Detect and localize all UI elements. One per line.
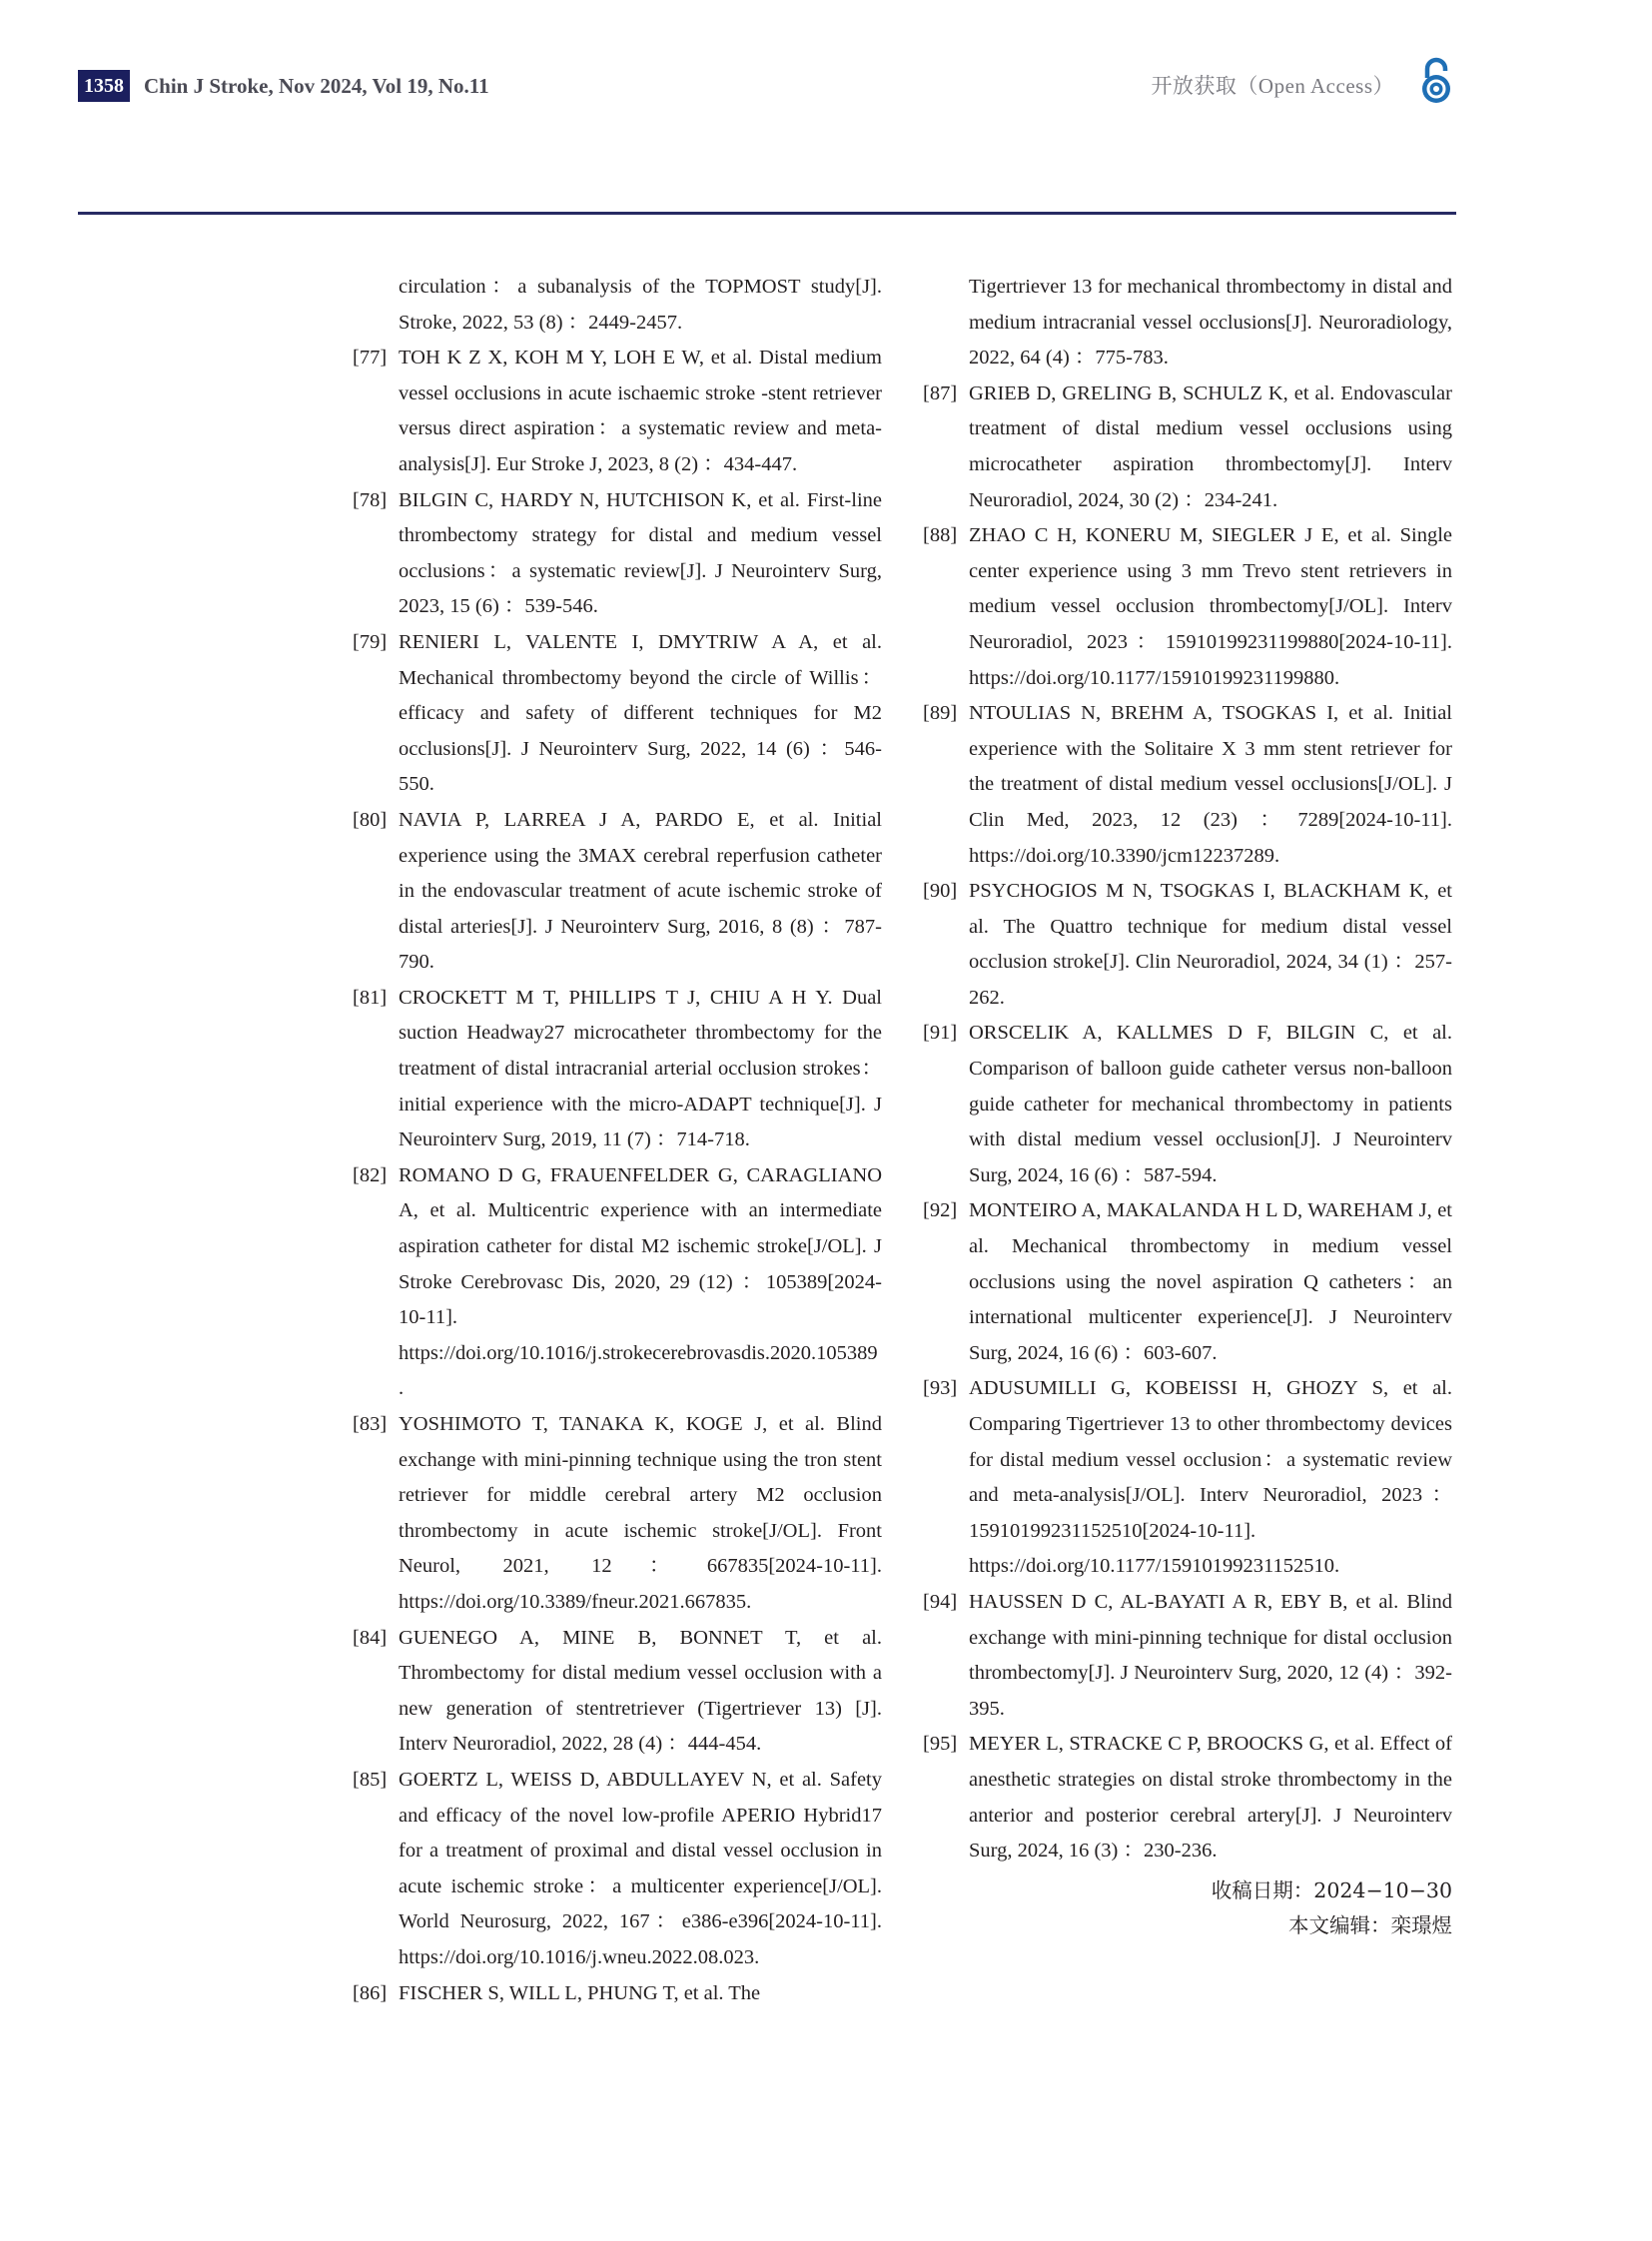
reference-number: [87] (923, 381, 958, 404)
open-access-label: 开放获取（Open Access） (1151, 74, 1394, 98)
reference-number: [79] (353, 630, 388, 653)
reference-number: [83] (353, 1413, 388, 1435)
reference-number: [89] (923, 702, 958, 725)
reference-item (353, 1158, 882, 1407)
reference-text: ADUSUMILLI G, KOBEISSI H, GHOZY S, et al. Comparing Tigertriever 13 to other thrombectomy devices for distal medium vessel occlusion：a systematic review and meta-analysis[J/OL]. Interv Neuroradiol, 2023：15910199231152510[2024-10-11]. https://doi.org/10.1177/15910199231152510. (969, 1377, 1452, 1578)
reference-item (923, 1585, 1452, 1727)
reference-number: [82] (353, 1163, 388, 1186)
reference-number: [86] (353, 1981, 388, 2004)
journal-citation: Chin J Stroke, Nov 2024, Vol 19, No.11 (144, 74, 489, 98)
reference-item (353, 981, 882, 1158)
reference-list-right (923, 376, 1452, 1869)
reference-column-left (353, 270, 882, 2011)
reference-number: [90] (923, 880, 958, 903)
editor-credit: 本文编辑：栾璟煜 (1288, 1913, 1452, 1938)
reference-number: [95] (923, 1733, 958, 1756)
reference-text: MEYER L, STRACKE C P, BROOCKS G, et al. Effect of anesthetic strategies on distal stroke thrombectomy in the anterior and posterior cerebral artery[J]. J Neurointerv Surg, 2024, 16 (3) ：230-236. (969, 1733, 1452, 1863)
reference-continuation: circulation：a subanalysis of the TOPMOST study[J]. Stroke, 2022, 53 (8) ：2449-2457. (399, 276, 882, 334)
reference-item (353, 1621, 882, 1763)
reference-item (923, 874, 1452, 1016)
reference-item (353, 803, 882, 981)
reference-continuation-right: Tigertriever 13 for mechanical thrombectomy in distal and medium intracranial vessel occlusions[J]. Neuroradiology, 2022, 64 (4) ：775-783. (969, 276, 1452, 370)
reference-text: TOH K Z X, KOH M Y, LOH E W, et al. Distal medium vessel occlusions in acute ischaemic stroke -stent retriever versus direct aspiration：a systematic review and meta-analysis[J]. Eur Stroke J, 2023, 8 (2) ：434-447. (399, 347, 882, 475)
reference-text: GRIEB D, GRELING B, SCHULZ K, et al. Endovascular treatment of distal medium vessel occlusions using microcatheter aspiration thrombectomy[J]. Interv Neuroradiol, 2024, 30 (2) ：234-241. (969, 381, 1452, 511)
reference-number: [85] (353, 1768, 388, 1791)
reference-item (923, 696, 1452, 874)
reference-number: [80] (353, 808, 388, 831)
reference-number: [91] (923, 1022, 958, 1045)
reference-list-left (353, 341, 882, 2011)
reference-item (923, 1727, 1452, 1868)
reference-item (353, 625, 882, 803)
reference-text: BILGIN C, HARDY N, HUTCHISON K, et al. First-line thrombectomy strategy for distal and medium vessel occlusions：a systematic review[J]. J Neurointerv Surg, 2023, 15 (6) ：539-546. (399, 488, 882, 618)
reference-item (923, 1016, 1452, 1193)
reference-item (353, 1763, 882, 1976)
reference-text: GOERTZ L, WEISS D, ABDULLAYEV N, et al. Safety and efficacy of the novel low-profile APERIO Hybrid17 for a treatment of proximal and distal vessel occlusion in acute ischemic stroke：a multicenter experience[J/OL]. World Neurosurg, 2022, 167：e386-e396[2024-10-11]. https://doi.org/10.1016/j.wneu.2022.08.023. (399, 1768, 882, 1968)
reference-text: NAVIA P, LARREA J A, PARDO E, et al. Initial experience using the 3MAX cerebral reperfusion catheter in the endovascular treatment of acute ischemic stroke of distal arteries[J]. J Neurointerv Surg, 2016, 8 (8) ：787-790. (399, 808, 882, 974)
reference-number: [84] (353, 1626, 388, 1649)
page-number: 1358 (78, 70, 130, 102)
reference-number: [94] (923, 1590, 958, 1613)
reference-item (923, 1371, 1452, 1585)
reference-text: GUENEGO A, MINE B, BONNET T, et al. Thrombectomy for distal medium vessel occlusion with a new generation of stentretriever (Tigertriever 13) [J]. Interv Neuroradiol, 2022, 28 (4) ：444-454. (399, 1626, 882, 1756)
reference-item (353, 1407, 882, 1621)
reference-text: FISCHER S, WILL L, PHUNG T, et al. The (399, 1981, 761, 2004)
reference-text: ROMANO D G, FRAUENFELDER G, CARAGLIANO A, et al. Multicentric experience with an intermediate aspiration catheter for distal M2 ischemic stroke[J/OL]. J Stroke Cerebrovasc Dis, 2020, 29 (12) ：105389[2024-10-11]. https://doi.org/10.1016/j.strokecerebrovasdis.2020.105389. (399, 1163, 882, 1400)
reference-item (353, 483, 882, 625)
reference-number: [93] (923, 1377, 958, 1400)
reference-text: CROCKETT M T, PHILLIPS T J, CHIU A H Y. Dual suction Headway27 microcatheter thrombectomy for the treatment of distal intracranial arterial occlusion strokes：initial experience with the micro-ADAPT technique[J]. J Neurointerv Surg, 2019, 11 (7) ：714-718. (399, 986, 882, 1151)
reference-text: HAUSSEN D C, AL-BAYATI A R, EBY B, et al. Blind exchange with mini-pinning technique for distal occlusion thrombectomy[J]. J Neurointerv Surg, 2020, 12 (4) ：392-395. (969, 1590, 1452, 1720)
reference-number: [77] (353, 347, 388, 370)
reference-text: RENIERI L, VALENTE I, DMYTRIW A A, et al. Mechanical thrombectomy beyond the circle of Willis：efficacy and safety of different techniques for M2 occlusions[J]. J Neurointerv Surg, 2022, 14 (6) ：546-550. (399, 630, 882, 796)
reference-item (353, 1976, 882, 2012)
reference-text: ORSCELIK A, KALLMES D F, BILGIN C, et al. Comparison of balloon guide catheter versus non-balloon guide catheter for mechanical thrombectomy in patients with distal medium vessel occlusion[J]. J Neurointerv Surg, 2024, 16 (6) ：587-594. (969, 1022, 1452, 1186)
reference-text: ZHAO C H, KONERU M, SIEGLER J E, et al. Single center experience using 3 mm Trevo stent retrievers in medium vessel occlusion thrombectomy[J/OL]. Interv Neuroradiol, 2023：15910199231199880[2024-10-11]. https://doi.org/10.1177/15910199231199880. (969, 524, 1452, 689)
reference-text: PSYCHOGIOS M N, TSOGKAS I, BLACKHAM K, et al. The Quattro technique for medium distal vessel occlusion stroke[J]. Clin Neuroradiol, 2024, 34 (1) ：257-262. (969, 880, 1452, 1009)
reference-number: [78] (353, 488, 388, 511)
reference-text: YOSHIMOTO T, TANAKA K, KOGE J, et al. Blind exchange with mini-pinning technique using the tron stent retriever for middle cerebral artery M2 occlusion thrombectomy in acute ischemic stroke[J/OL]. Front Neurol, 2021, 12：667835[2024-10-11]. https://doi.org/10.3389/fneur.2021.667835. (399, 1413, 882, 1613)
reference-item (353, 341, 882, 482)
received-date: 收稿日期：2024−10−30 (1211, 1877, 1452, 1902)
reference-item (923, 518, 1452, 696)
reference-item (923, 1193, 1452, 1371)
reference-text: MONTEIRO A, MAKALANDA H L D, WAREHAM J, et al. Mechanical thrombectomy in medium vessel occlusions using the novel aspiration Q catheters：an international multicenter experience[J]. J Neurointerv Surg, 2024, 16 (6) ：603-607. (969, 1199, 1452, 1364)
reference-number: [92] (923, 1199, 958, 1222)
header-rule (78, 212, 1456, 215)
reference-number: [88] (923, 524, 958, 547)
reference-column-right (923, 270, 1452, 1944)
article-footer (923, 1873, 1452, 1944)
reference-item (923, 376, 1452, 518)
page-header (78, 70, 1456, 104)
reference-text: NTOULIAS N, BREHM A, TSOGKAS I, et al. Initial experience with the Solitaire X 3 mm stent retriever for the treatment of distal medium vessel occlusions[J/OL]. J Clin Med, 2023, 12 (23) ：7289[2024-10-11]. https://doi.org/10.3390/jcm12237289. (969, 702, 1452, 867)
open-access-lock-icon (1416, 56, 1456, 106)
reference-number: [81] (353, 986, 388, 1009)
